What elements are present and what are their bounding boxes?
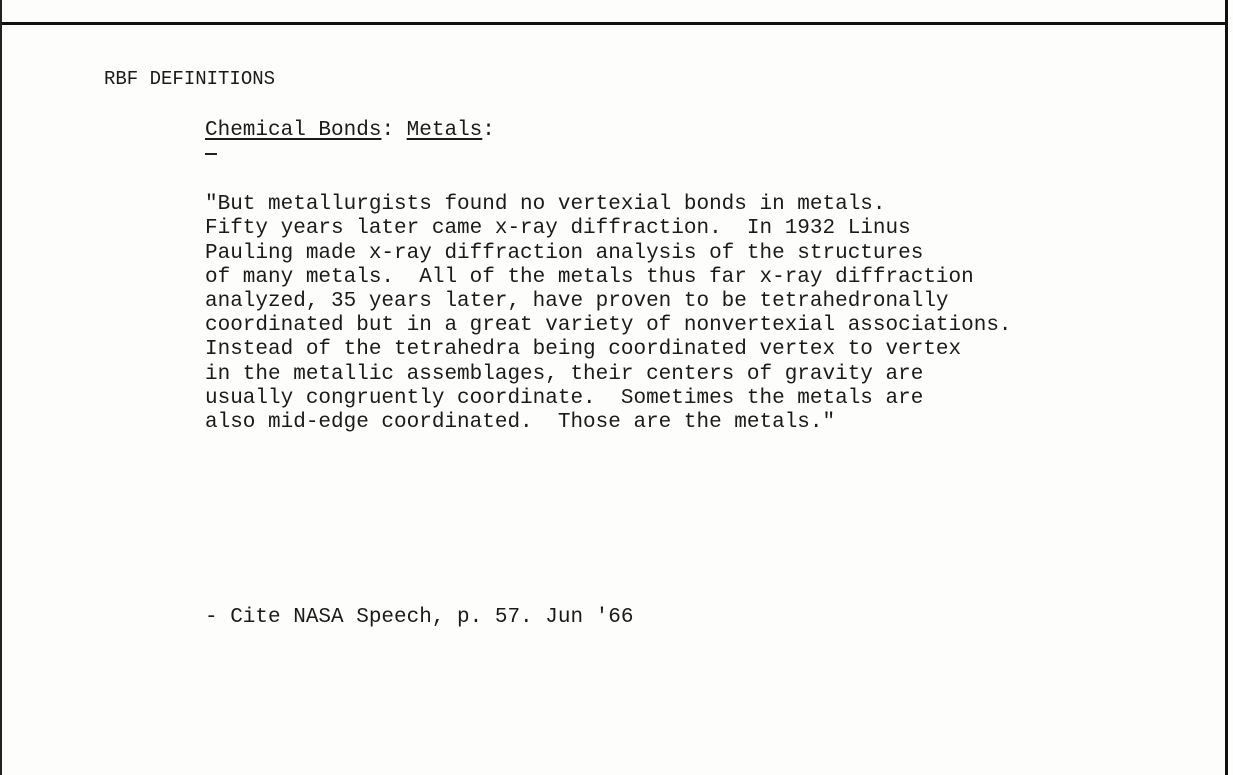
quote-line: in the metallic assemblages, their centers of gravity are <box>205 362 924 386</box>
quote-line: coordinated but in a great variety of nonvertexial associations. <box>205 314 1012 338</box>
quotation-body <box>205 169 1012 484</box>
quote-line: Pauling made x-ray diffraction analysis of the structures <box>205 241 924 265</box>
topic-line <box>205 119 495 142</box>
right-border-line <box>1225 0 1228 775</box>
quote-line: of many metals. All of the metals thus far x-ray diffraction <box>205 265 974 289</box>
margin-tick-mark <box>205 153 217 155</box>
quote-line: analyzed, 35 years later, have proven to be tetrahedronally <box>205 290 949 314</box>
quote-line: "But metallurgists found no vertexial bonds in metals. <box>205 193 886 217</box>
quote-line: also mid-edge coordinated. Those are the metals." <box>205 411 836 435</box>
subtopic-suffix: : <box>482 119 495 142</box>
quote-line: usually congruently coordinate. Sometimes the metals are <box>205 386 924 410</box>
left-border-line <box>0 0 2 775</box>
top-border-line <box>0 22 1228 25</box>
quote-line: Instead of the tetrahedra being coordinated vertex to vertex <box>205 338 962 362</box>
quote-line: Fifty years later came x-ray diffraction. In 1932 Linus <box>205 217 911 241</box>
card-heading: RBF DEFINITIONS <box>104 68 276 90</box>
citation: - Cite NASA Speech, p. 57. Jun '66 <box>205 606 634 629</box>
subtopic-label: Metals <box>406 119 483 142</box>
topic-label: Chemical Bonds <box>205 119 382 142</box>
topic-separator: : <box>381 119 395 142</box>
